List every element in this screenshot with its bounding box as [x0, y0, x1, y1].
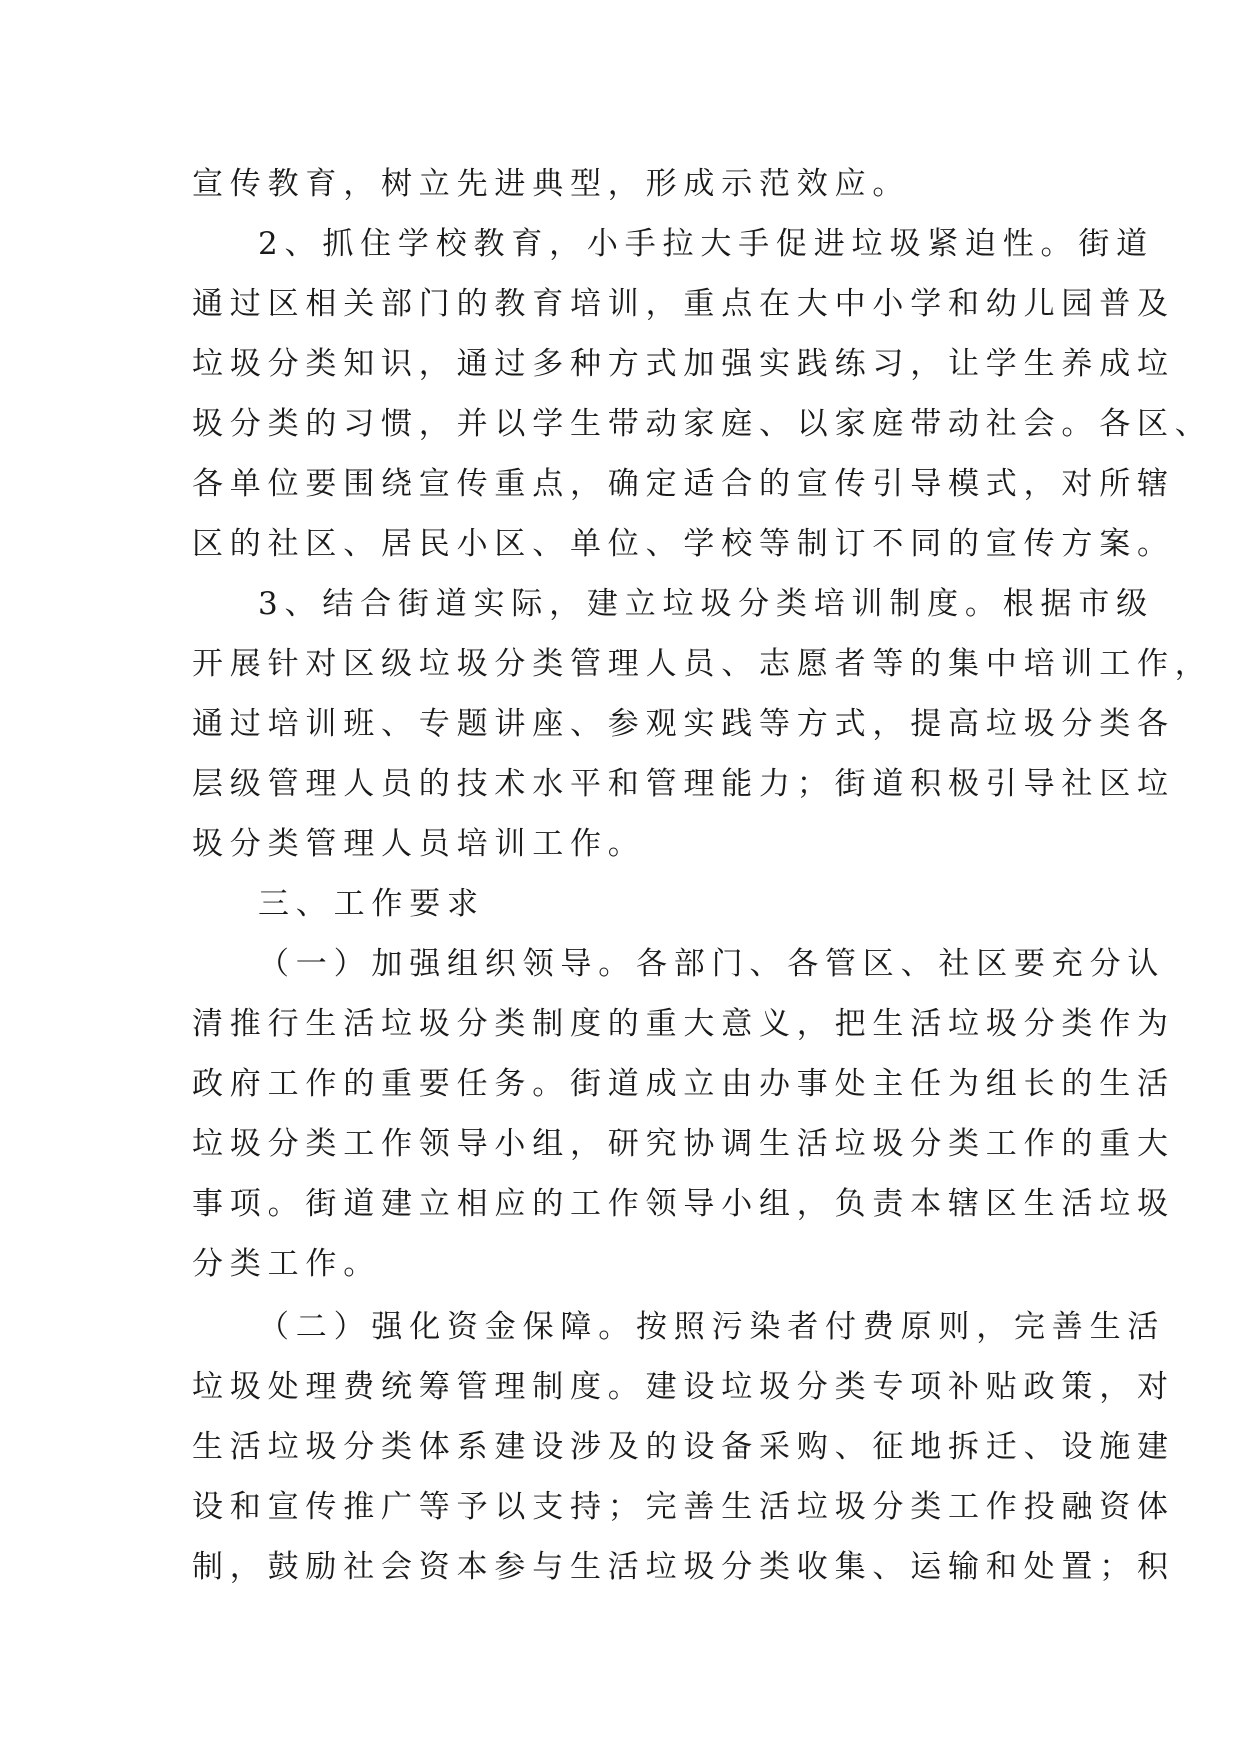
- text-line: 垃圾分类知识，通过多种方式加强实践练习，让学生养成垃: [192, 346, 1175, 382]
- text-line: 政府工作的重要任务。街道成立由办事处主任为组长的生活: [192, 1066, 1175, 1102]
- text-line: 2、抓住学校教育，小手拉大手促进垃圾紧迫性。街道: [258, 226, 1154, 262]
- text-line: 3、结合街道实际，建立垃圾分类培训制度。根据市级: [258, 586, 1154, 622]
- text-line: 清推行生活垃圾分类制度的重大意义，把生活垃圾分类作为: [192, 1006, 1175, 1042]
- text-line: 生活垃圾分类体系建设涉及的设备采购、征地拆迁、设施建: [192, 1429, 1175, 1465]
- text-line: 设和宣传推广等予以支持；完善生活垃圾分类工作投融资体: [192, 1489, 1175, 1525]
- text-line: （二）强化资金保障。按照污染者付费原则，完善生活: [258, 1309, 1166, 1345]
- text-line: 事项。街道建立相应的工作领导小组，负责本辖区生活垃圾: [192, 1186, 1175, 1222]
- text-line: 层级管理人员的技术水平和管理能力；街道积极引导社区垃: [192, 766, 1175, 802]
- text-line: 圾分类的习惯，并以学生带动家庭、以家庭带动社会。各区、: [192, 406, 1213, 442]
- text-line: （一）加强组织领导。各部门、各管区、社区要充分认: [258, 946, 1166, 982]
- text-line: 圾分类管理人员培训工作。: [192, 826, 646, 862]
- text-line: 垃圾分类工作领导小组，研究协调生活垃圾分类工作的重大: [192, 1126, 1175, 1162]
- text-line: 垃圾处理费统筹管理制度。建设垃圾分类专项补贴政策，对: [192, 1369, 1175, 1405]
- text-line: 通过培训班、专题讲座、参观实践等方式，提高垃圾分类各: [192, 706, 1175, 742]
- text-line: 区的社区、居民小区、单位、学校等制订不同的宣传方案。: [192, 526, 1175, 562]
- text-line: 制，鼓励社会资本参与生活垃圾分类收集、运输和处置；积: [192, 1549, 1175, 1585]
- text-line: 分类工作。: [192, 1246, 381, 1282]
- text-line: 开展针对区级垃圾分类管理人员、志愿者等的集中培训工作，: [192, 646, 1213, 682]
- section-heading: 三、工作要求: [258, 886, 485, 922]
- text-line: 各单位要围绕宣传重点，确定适合的宣传引导模式，对所辖: [192, 466, 1175, 502]
- text-line: 宣传教育，树立先进典型，形成示范效应。: [192, 166, 911, 202]
- text-line: 通过区相关部门的教育培训，重点在大中小学和幼儿园普及: [192, 286, 1175, 322]
